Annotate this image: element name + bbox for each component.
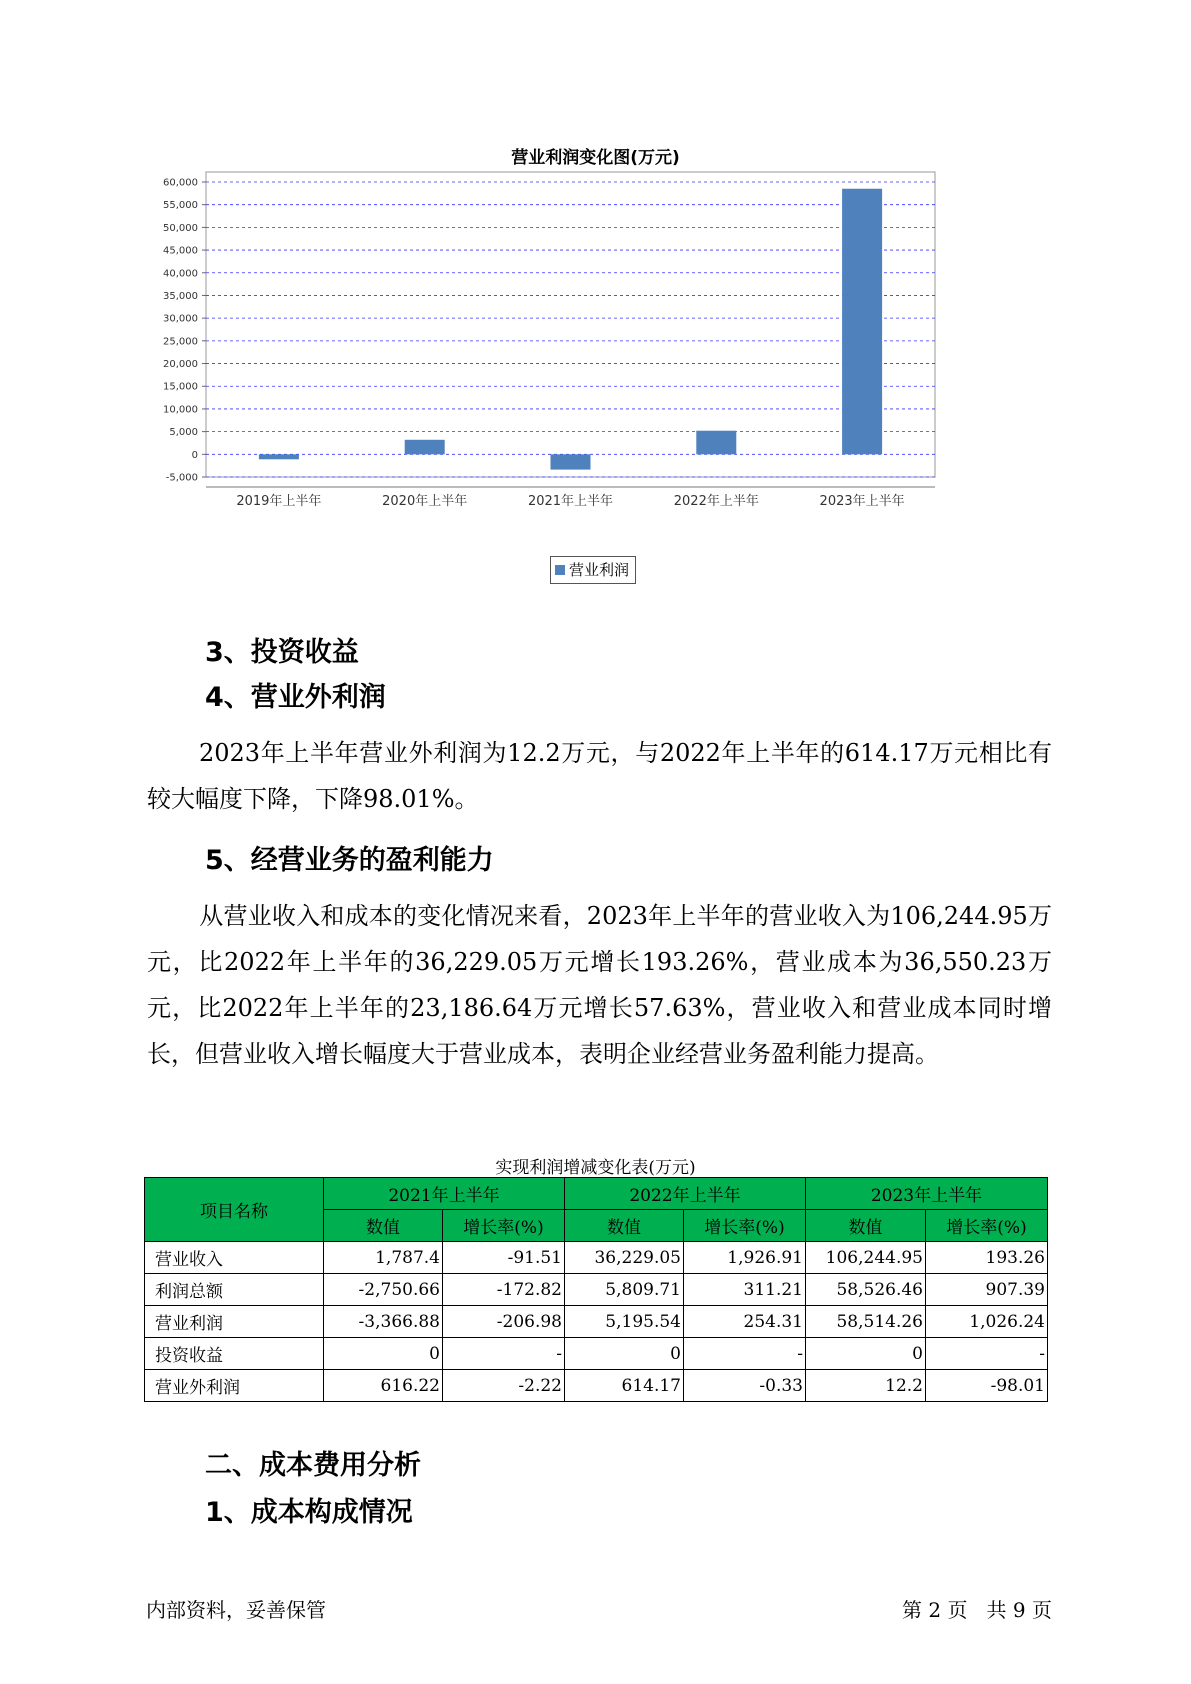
row-label: 营业利润 [145,1306,324,1338]
value-cell: 106,244.95 [806,1242,926,1274]
bar [259,454,299,459]
x-tick-label: 2020年上半年 [382,494,468,509]
y-tick-label: 35,000 [163,290,198,302]
paragraph-non-operating-profit [147,730,1052,822]
table-row [145,1370,1048,1402]
growth-rate-cell: 254.31 [684,1306,806,1338]
growth-rate-cell: -172.82 [443,1274,565,1306]
paragraph-text: 2023年上半年营业外利润为12.2万元，与2022年上半年的614.17万元相比有较大幅度下降，下降98.01%。 [147,739,1052,813]
growth-rate-cell: -98.01 [926,1370,1048,1402]
growth-rate-cell: 193.26 [926,1242,1048,1274]
value-cell: 0 [565,1338,684,1370]
table-row [145,1274,1048,1306]
legend-label: 营业利润 [569,561,630,579]
y-tick-label: 5,000 [169,427,198,439]
growth-rate-cell: - [926,1338,1048,1370]
bar [842,189,882,455]
subheader-growth: 增长率(%) [684,1210,806,1242]
x-tick-label: 2023年上半年 [819,494,905,509]
heading-non-operating-profit: 4、营业外利润 [205,682,386,713]
table-corner-header: 项目名称 [145,1178,324,1242]
heading-cost-composition: 1、成本构成情况 [205,1497,413,1528]
value-cell: -2,750.66 [324,1274,443,1306]
y-tick-label: -5,000 [165,472,198,484]
growth-rate-cell: -0.33 [684,1370,806,1402]
growth-rate-cell: 907.39 [926,1274,1048,1306]
x-tick-label: 2022年上半年 [673,494,759,509]
value-cell: -3,366.88 [324,1306,443,1338]
growth-rate-cell: 1,926.91 [684,1242,806,1274]
footer-page-number: 第 2 页 共 9 页 [902,1598,1052,1622]
period-header: 2022年上半年 [565,1178,806,1210]
legend-swatch [555,565,565,575]
growth-rate-cell: 311.21 [684,1274,806,1306]
value-cell: 12.2 [806,1370,926,1402]
growth-rate-cell: 1,026.24 [926,1306,1048,1338]
y-tick-label: 10,000 [163,404,198,416]
value-cell: 0 [806,1338,926,1370]
bar-chart [0,170,1191,560]
table-row [145,1242,1048,1274]
chart-legend [550,556,636,584]
heading-investment-income: 3、投资收益 [205,637,359,668]
y-tick-label: 30,000 [163,313,198,325]
heading-cost-analysis: 二、成本费用分析 [205,1450,421,1481]
x-tick-label: 2019年上半年 [236,494,322,509]
row-label: 营业收入 [145,1242,324,1274]
value-cell: 614.17 [565,1370,684,1402]
heading-profitability: 5、经营业务的盈利能力 [205,845,494,876]
value-cell: 5,195.54 [565,1306,684,1338]
y-tick-label: 50,000 [163,222,198,234]
paragraph-profitability [147,893,1052,1077]
y-tick-label: 40,000 [163,268,198,280]
growth-rate-cell: -91.51 [443,1242,565,1274]
value-cell: 5,809.71 [565,1274,684,1306]
table-title: 实现利润增减变化表(万元) [495,1158,696,1178]
subheader-value: 数值 [324,1210,443,1242]
value-cell: 58,514.26 [806,1306,926,1338]
period-header: 2021年上半年 [324,1178,565,1210]
value-cell: 1,787.4 [324,1242,443,1274]
row-label: 营业外利润 [145,1370,324,1402]
y-tick-label: 55,000 [163,200,198,212]
x-tick-label: 2021年上半年 [527,494,614,509]
value-cell: 0 [324,1338,443,1370]
table-row [145,1338,1048,1370]
y-tick-label: 25,000 [163,336,198,348]
table-header-row [145,1178,1048,1210]
y-tick-label: 60,000 [163,177,198,189]
row-label: 投资收益 [145,1338,324,1370]
subheader-value: 数值 [806,1210,926,1242]
subheader-growth: 增长率(%) [926,1210,1048,1242]
table-row [145,1306,1048,1338]
y-tick-label: 45,000 [163,245,198,257]
period-header: 2023年上半年 [806,1178,1048,1210]
bar [405,440,445,455]
growth-rate-cell: -206.98 [443,1306,565,1338]
table-body [145,1242,1048,1402]
bar [696,431,736,455]
profit-change-table [144,1177,1048,1402]
growth-rate-cell: - [684,1338,806,1370]
y-tick-label: 0 [191,449,198,461]
value-cell: 616.22 [324,1370,443,1402]
value-cell: 58,526.46 [806,1274,926,1306]
y-tick-label: 15,000 [163,381,198,393]
footer-confidential-note: 内部资料，妥善保管 [146,1598,326,1622]
bar [551,454,591,469]
y-tick-label: 20,000 [163,359,198,371]
subheader-growth: 增长率(%) [443,1210,565,1242]
value-cell: 36,229.05 [565,1242,684,1274]
growth-rate-cell: -2.22 [443,1370,565,1402]
subheader-value: 数值 [565,1210,684,1242]
growth-rate-cell: - [443,1338,565,1370]
row-label: 利润总额 [145,1274,324,1306]
chart-title: 营业利润变化图(万元) [511,148,680,168]
paragraph-text: 从营业收入和成本的变化情况来看，2023年上半年的营业收入为106,244.95万元，比2022年上半年的36,229.05万元增长193.26%，营业成本为36,550.23万元，比2022年上半年的23,186.64万元增长57.63%，营业收入和营业成本同时增长，但营业收入增长幅度大于营业成本，表明企业经营业务盈利能力提高。 [147,902,1052,1068]
